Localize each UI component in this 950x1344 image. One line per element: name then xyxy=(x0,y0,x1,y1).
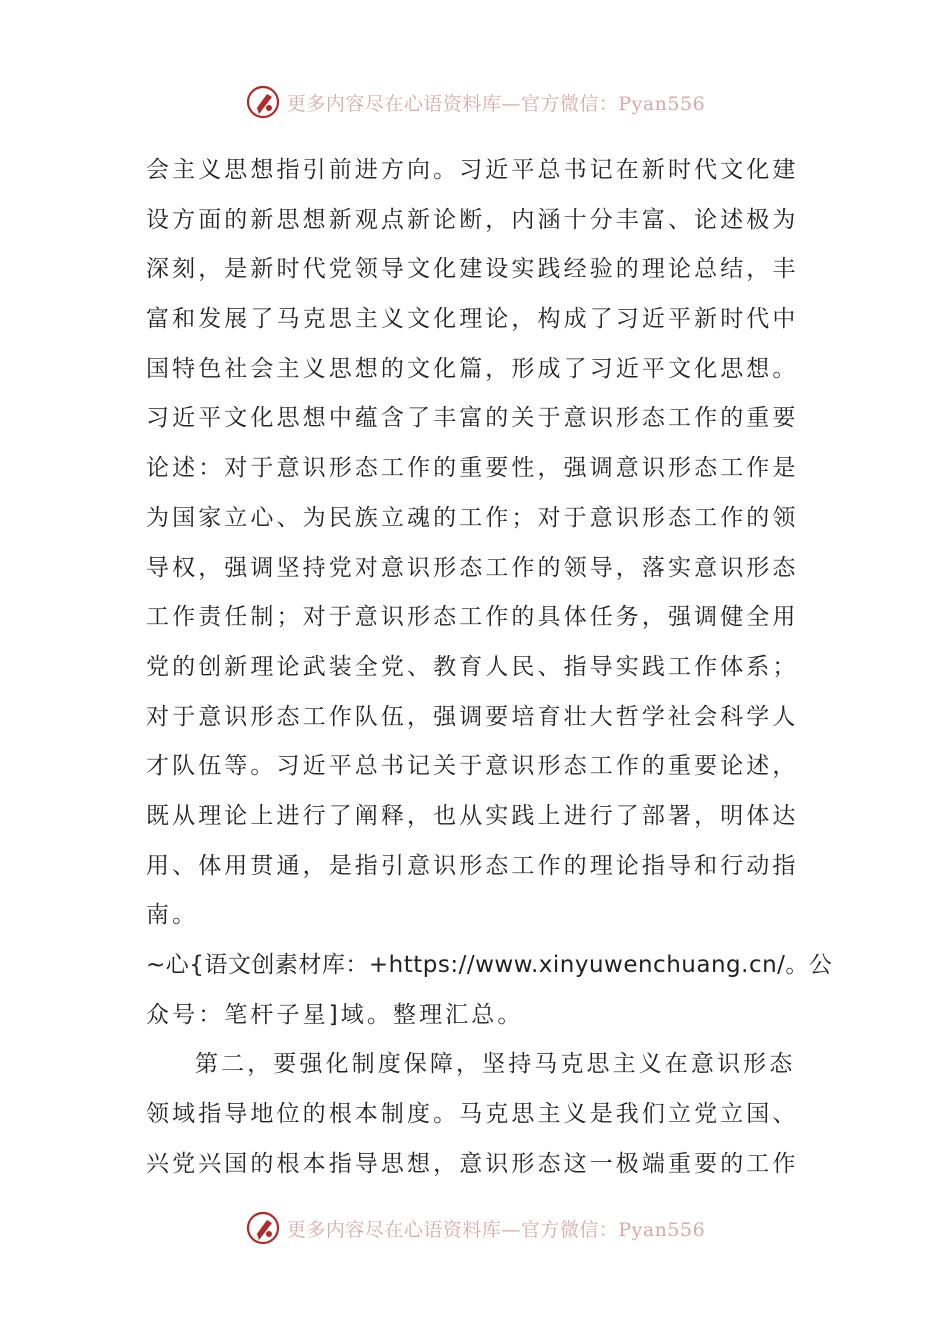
body-line: 才队伍等。习近平总书记关于意识形态工作的重要论述， xyxy=(146,753,799,780)
body-line: 国特色社会主义思想的文化篇，形成了习近平文化思想。 xyxy=(146,355,799,382)
body-line: 党的创新理论武装全党、教育人民、指导实践工作体系； xyxy=(146,653,799,680)
body-line: 设方面的新思想新观点新论断，内涵十分丰富、论述极为 xyxy=(146,206,799,233)
body-line: 对于意识形态工作队伍，强调要培育壮大哲学社会科学人 xyxy=(146,703,799,730)
paragraph-start-line: 第二，要强化制度保障，坚持马克思主义在意识形态 xyxy=(195,1051,796,1078)
body-line: 深刻，是新时代党领导文化建设实践经验的理论总结，丰 xyxy=(146,256,799,283)
body-line: 工作责任制；对于意识形态工作的具体任务，强调健全用 xyxy=(146,604,799,631)
body-line: 习近平文化思想中蕴含了丰富的关于意识形态工作的重要 xyxy=(146,405,799,432)
watermark-line: ~心{语文创素材库：+https://www.xinyuwenchuang.cn/。公 xyxy=(146,952,833,978)
body-line: 会主义思想指引前进方向。习近平总书记在新时代文化建 xyxy=(146,157,799,183)
pen-logo-icon xyxy=(245,84,281,120)
header-banner-inner xyxy=(245,84,705,120)
body-line: 用、体用贯通，是指引意识形态工作的理论指导和行动指 xyxy=(146,852,799,879)
watermark-line: 众号：笔杆子星]域。整理汇总。 xyxy=(146,1001,524,1028)
footer-banner-text: 更多内容尽在心语资料库—官方微信：Pyan556 xyxy=(286,1218,706,1241)
body-line: 为国家立心、为民族立魂的工作；对于意识形态工作的领 xyxy=(146,504,799,531)
pen-logo-icon xyxy=(245,1210,281,1246)
body-line: 导权，强调坚持党对意识形态工作的领导，落实意识形态 xyxy=(146,554,799,581)
document-body xyxy=(146,146,833,1189)
footer-banner xyxy=(0,1208,950,1248)
body-line: 南。 xyxy=(146,902,199,929)
body-line: 富和发展了马克思主义文化理论，构成了习近平新时代中 xyxy=(146,306,799,333)
body-line: 既从理论上进行了阐释，也从实践上进行了部署，明体达 xyxy=(146,802,799,829)
footer-banner-inner xyxy=(245,1210,705,1246)
body-line: 领域指导地位的根本制度。马克思主义是我们立党立国、 xyxy=(146,1101,799,1128)
header-banner-text: 更多内容尽在心语资料库—官方微信：Pyan556 xyxy=(286,92,706,115)
body-line: 论述：对于意识形态工作的重要性，强调意识形态工作是 xyxy=(146,455,799,482)
body-line: 兴党兴国的根本指导思想，意识形态这一极端重要的工作 xyxy=(146,1150,799,1177)
header-banner xyxy=(0,82,950,122)
